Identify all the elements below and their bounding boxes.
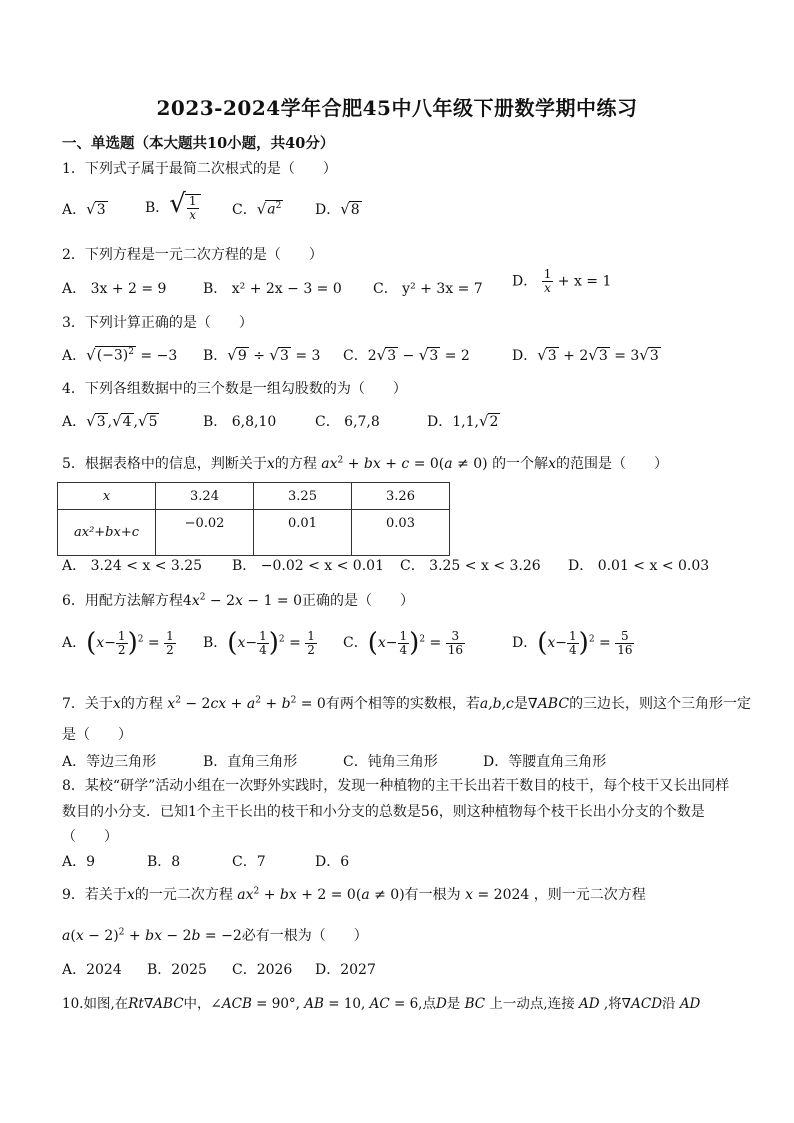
question-3-stem: 3．下列计算正确的是（ ） (62, 315, 253, 331)
section-heading: 一、单选题（本大题共10小题，共40分） (62, 135, 335, 152)
page-title: 2023-2024学年合肥45中八年级下册数学期中练习 (156, 96, 638, 120)
q5-option-d: D． 0.01 < x < 0.03 (568, 558, 710, 574)
q2-option-d: D． $\frac{1}{x}$ + x = 1 (512, 267, 612, 295)
q4-option-a: A．√3 ,√4 ,√5 (62, 412, 158, 430)
q4-option-b: B． 6,8,10 (203, 414, 277, 430)
q5-option-c: C． 3.25 < x < 3.26 (400, 558, 541, 574)
question-9-stem: 9．若关于x的一元二次方程 $ax^2$ + bx + 2 = 0(a ≠ 0)有一根为 x = 2024 ，则一元二次方程 (62, 886, 646, 903)
q9-option-d: D．2027 (315, 962, 376, 978)
q6-option-b: B．(x− $\frac{1}{4}$ )$^2$ = $\frac{1}{2}$ (203, 628, 315, 658)
q2-option-c: C． y² + 3x = 7 (373, 281, 483, 297)
question-1-stem: 1．下列式子属于最简二次根式的是（ ） (62, 161, 337, 177)
q8-option-a: A．9 (62, 854, 96, 870)
table-header-324: 3.24 (156, 483, 254, 510)
table-header-326: 3.26 (352, 483, 450, 510)
table-header-325: 3.25 (254, 483, 352, 510)
q6-option-c: C．(x− $\frac{1}{4}$ )$^2$ = $\frac{3}{16}$ (343, 628, 463, 658)
q9-option-a: A．2024 (62, 962, 122, 978)
question-5-stem: 5．根据表格中的信息，判断关于x的方程 $ax^2$ + bx + c = 0(a ≠ 0) 的一个解x的范围是（ ） (62, 455, 668, 472)
table-cell-3: 0.03 (352, 510, 450, 556)
q8-option-c: C．7 (232, 854, 266, 870)
question-8-line1: 8．某校“研学”活动小组在一次野外实践时，发现一种植物的主干长出若干数目的枝干，每个枝干又长出同样 (62, 778, 730, 794)
q8-option-d: D．6 (315, 854, 350, 870)
question-6-stem: 6．用配方法解方程$4x^2 - 2x - 1 = 0$正确的是（ ） (62, 592, 415, 609)
q7-option-d: D．等腰直角三角形 (483, 754, 607, 770)
question-4-stem: 4．下列各组数据中的三个数是一组勾股数的为（ ） (62, 381, 407, 397)
table-cell-2: 0.01 (254, 510, 352, 556)
q1-option-b: B．√ $\frac{1}{x}$ (145, 189, 201, 222)
q3-option-a: A．$√(-3)^2 = -3$ (62, 346, 178, 364)
q1-option-c: C．$√a^2$ (232, 200, 282, 218)
table-header-x: x (58, 483, 156, 510)
q8-option-b: B．8 (147, 854, 181, 870)
q5-option-b: B． −0.02 < x < 0.01 (232, 558, 384, 574)
q3-option-d: D．√3 + 2√3 = 3√3 (512, 346, 659, 364)
table-cell-1: −0.02 (156, 510, 254, 556)
q7-option-a: A．等边三角形 (62, 754, 157, 770)
q9-option-c: C．2026 (232, 962, 293, 978)
q6-option-a: A．(x− $\frac{1}{2}$ )$^2$ = $\frac{1}{2}$ (62, 628, 174, 658)
question-7-stem: 7．关于x的方程 $x^2 - 2cx + a^2 + b^2 = 0$有两个相等的实数根，若a,b,c是∇ABC的三边长，则这个三角形一定 (62, 695, 752, 712)
q7-option-c: C．钝角三角形 (343, 754, 438, 770)
q9-option-b: B．2025 (147, 962, 207, 978)
table-row-label: ax²+bx+c (58, 510, 156, 556)
q5-option-a: A． 3.24 < x < 3.25 (62, 558, 203, 574)
q3-option-c: C．2√3 − √3 = 2 (343, 346, 470, 364)
question-10-stem: 10.如图,在Rt∇ABC中，∠ACB = 90°, AB = 10, AC = 6,点D是 BC 上一动点,连接 AD ,将∇ACD沿 AD (62, 996, 701, 1012)
q5-value-table (57, 482, 450, 556)
q6-option-d: D．(x− $\frac{1}{4}$ )$^2$ = $\frac{5}{16}$ (512, 628, 633, 658)
q7-option-b: B．直角三角形 (203, 754, 298, 770)
question-7-stem-line2: 是（ ） (62, 727, 132, 743)
q2-option-a: A． 3x + 2 = 9 (62, 281, 167, 297)
q1-option-d: D．√8 (315, 200, 360, 218)
q3-option-b: B．√9 ÷ √3 = 3 (203, 346, 321, 364)
q2-option-b: B． x² + 2x − 3 = 0 (203, 281, 342, 297)
q1-option-a: A．√3 (62, 200, 106, 218)
question-9-line2: $a(x - 2)^2$ + bx − 2b = −2必有一根为（ ） (62, 927, 368, 944)
q4-option-d: D．1,1,√2 (427, 412, 499, 430)
question-8-line3: （ ） (62, 829, 118, 845)
question-2-stem: 2．下列方程是一元二次方程的是（ ） (62, 247, 323, 263)
question-8-line2: 数目的小分支．已知1个主干长出的枝干和小分支的总数是56，则这种植物每个枝干长出小分支的个数是 (62, 804, 705, 820)
q4-option-c: C． 6,7,8 (315, 414, 380, 430)
